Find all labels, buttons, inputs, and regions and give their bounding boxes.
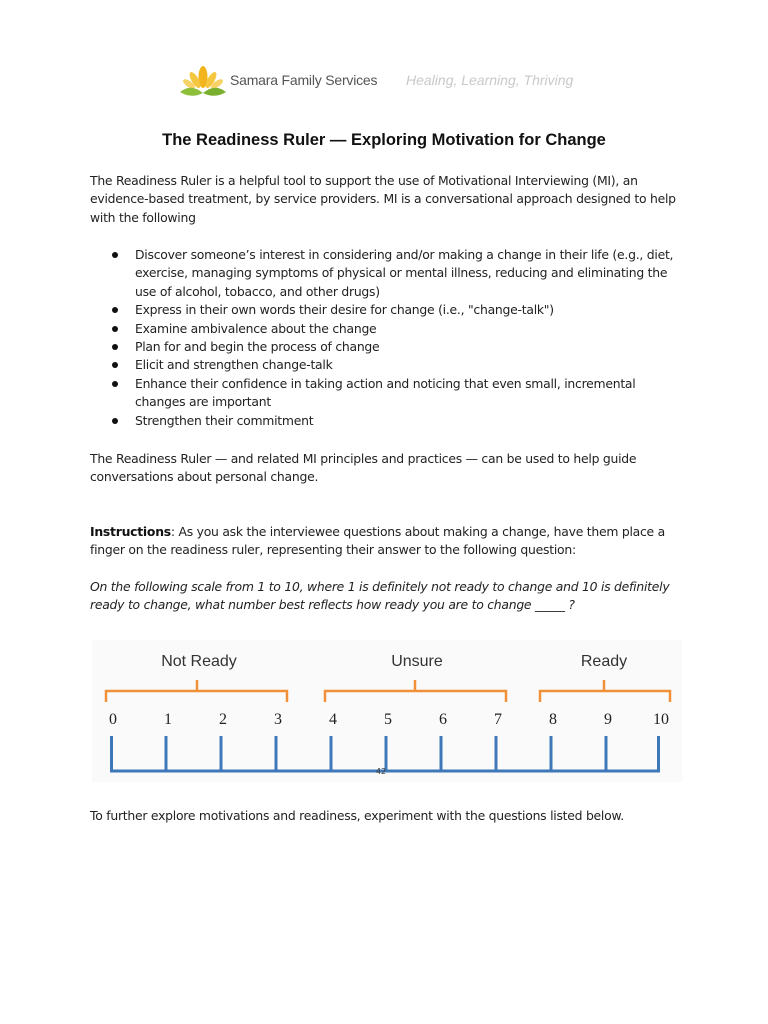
ruler-mark: 42 (375, 767, 387, 776)
bullet-list (90, 246, 680, 430)
list-item (90, 338, 680, 356)
readiness-ruler (92, 640, 682, 782)
list-item-text: Express in their own words their desire for change (i.e., "change-talk") (135, 302, 554, 318)
ruler-number-0: 0 (109, 711, 117, 728)
list-item-text: Enhance their confidence in taking action and noticing that even small, incremental changes are important (135, 375, 636, 410)
list-item-text: Elicit and strengthen change-talk (135, 357, 333, 373)
bullet-icon (112, 307, 118, 313)
ruler-number-3: 3 (274, 711, 282, 728)
ruler-number-5: 5 (384, 711, 392, 728)
bullet-icon (112, 344, 118, 350)
question-text: On the following scale from 1 to 10, where 1 is definitely not ready to change and 10 is definitely ready to change, what number best reflects how ready you are to change _____ ? (90, 579, 670, 613)
list-item-text: Discover someone’s interest in considering and/or making a change in their life (e.g., diet, exercise, managing symptoms of physical or mental illness, reducing and eliminating the use of alcohol, tobacco, and other drugs) (135, 247, 674, 299)
list-item-text: Plan for and begin the process of change (135, 339, 380, 355)
lotus-logo-icon (178, 66, 228, 98)
bullet-icon (112, 362, 118, 368)
list-item (90, 246, 680, 301)
list-item-text: Strengthen their commitment (135, 412, 314, 428)
related-paragraph: The Readiness Ruler — and related MI principles and practices — can be used to help guide conversations about personal change. (90, 451, 637, 485)
page-title: The Readiness Ruler — Exploring Motivation for Change (162, 131, 606, 149)
ruler-number-10: 10 (653, 711, 669, 728)
page-header (0, 60, 768, 104)
ruler-number-4: 4 (329, 711, 337, 728)
group-label-ready: Ready (580, 653, 628, 670)
group-label-not-ready: Not Ready (161, 653, 237, 670)
ruler-number-2: 2 (219, 711, 227, 728)
bullet-icon (112, 252, 118, 258)
ruler-number-8: 8 (549, 711, 557, 728)
bullet-icon (112, 326, 118, 332)
instructions-paragraph (90, 523, 680, 560)
ruler-number-7: 7 (494, 711, 502, 728)
instructions-text: : As you ask the interviewee questions about making a change, have them place a finger on the readiness ruler, representing their answer to the following question: (90, 524, 665, 558)
group-label-unsure: Unsure (391, 653, 443, 670)
tagline: Healing, Learning, Thriving (406, 72, 574, 88)
list-item (90, 375, 680, 412)
intro-paragraph: The Readiness Ruler is a helpful tool to support the use of Motivational Interviewing (MI), an evidence-based treatment, by service providers. MI is a conversational approach designed to help with the following (90, 173, 676, 225)
closing-paragraph: To further explore motivations and readiness, experiment with the questions listed below. (90, 808, 624, 823)
list-item-text: Examine ambivalence about the change (135, 320, 377, 336)
list-item (90, 412, 680, 430)
list-item (90, 320, 680, 338)
bullet-icon (112, 381, 118, 387)
organization-name: Samara Family Services (230, 72, 378, 88)
instructions-label: Instructions (90, 524, 171, 539)
ruler-number-1: 1 (164, 711, 172, 728)
bullet-icon (112, 418, 118, 424)
ruler-number-6: 6 (439, 711, 447, 728)
ruler-number-9: 9 (604, 711, 612, 728)
list-item (90, 356, 680, 374)
list-item (90, 301, 680, 319)
